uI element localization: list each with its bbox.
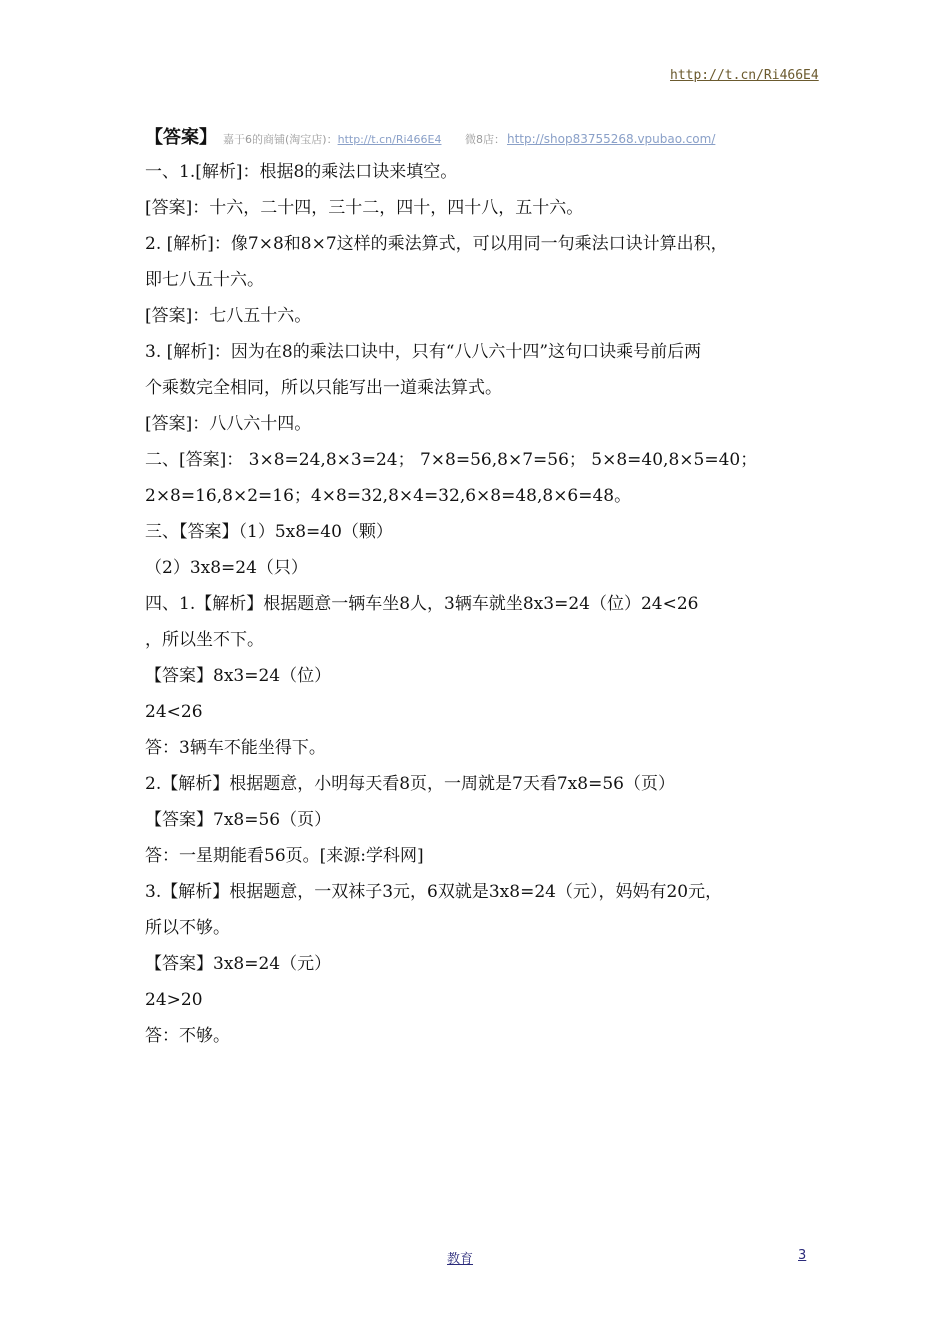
footer-center-link[interactable]: 教育 xyxy=(447,1252,474,1267)
shop-note-prefix: 嘉于6的商铺(淘宝店)： xyxy=(223,133,338,146)
header-link[interactable]: http://t.cn/Ri466E4 xyxy=(670,68,819,83)
text-line: 答：一星期能看56页。[来源:学科网] xyxy=(145,846,424,866)
text-line: 2.【解析】根据题意，小明每天看8页，一周就是7天看7x8=56（页） xyxy=(145,774,675,794)
shop-note xyxy=(223,123,715,156)
text-line: 二、[答案]： 3×8=24,8×3=24； 7×8=56,8×7=56； 5×8=40,8×5=40； xyxy=(145,450,758,470)
text-line: （2）3x8=24（只） xyxy=(145,558,308,578)
text-line: 24<26 xyxy=(145,702,203,722)
text-line: [答案]：七八五十六。 xyxy=(145,306,312,326)
shop-link-taobao[interactable]: http://t.cn/Ri466E4 xyxy=(337,133,442,146)
text-line: 24>20 xyxy=(145,990,203,1010)
text-line: 四、1.【解析】根据题意一辆车坐8人，3辆车就坐8x3=24（位）24<26 xyxy=(145,594,699,614)
text-line: 【答案】7x8=56（页） xyxy=(145,810,332,830)
answer-content xyxy=(145,122,835,1054)
text-line: 【答案】3x8=24（元） xyxy=(145,954,332,974)
shop-link-weidian[interactable]: http://shop83755268.vpubao.com/ xyxy=(506,132,716,146)
text-line: 答：不够。 xyxy=(145,1026,230,1046)
text-line: 3.【解析】根据题意，一双袜子3元，6双就是3x8=24（元），妈妈有20元， xyxy=(145,882,723,902)
text-line: 一、1.[解析]：根据8的乘法口诀来填空。 xyxy=(145,162,458,182)
answer-lines xyxy=(145,154,835,1054)
shop-note-mid: 微8店： xyxy=(464,133,505,146)
text-line: ，所以坐不下。 xyxy=(145,630,264,650)
text-line: [答案]：十六，二十四，三十二，四十，四十八，五十六。 xyxy=(145,198,584,218)
text-line: 个乘数完全相同，所以只能写出一道乘法算式。 xyxy=(145,378,502,398)
text-line: 答：3辆车不能坐得下。 xyxy=(145,738,326,758)
text-line: 即七八五十六。 xyxy=(145,270,264,290)
text-line: 2. [解析]：像7×8和8×7这样的乘法算式，可以用同一句乘法口诀计算出积， xyxy=(145,234,728,254)
text-line: 【答案】8x3=24（位） xyxy=(145,666,332,686)
answer-title: 【答案】 xyxy=(145,127,217,148)
answer-heading xyxy=(145,122,835,154)
page-number[interactable]: 3 xyxy=(798,1248,807,1263)
text-line: [答案]：八八六十四。 xyxy=(145,414,312,434)
text-line: 所以不够。 xyxy=(145,918,230,938)
text-line: 3. [解析]：因为在8的乘法口诀中，只有“八八六十四”这句口诀乘号前后两 xyxy=(145,342,702,362)
text-line: 三、【答案】（1）5x8=40（颗） xyxy=(145,522,393,542)
text-line: 2×8=16,8×2=16；4×8=32,8×4=32,6×8=48,8×6=48。 xyxy=(145,486,632,506)
